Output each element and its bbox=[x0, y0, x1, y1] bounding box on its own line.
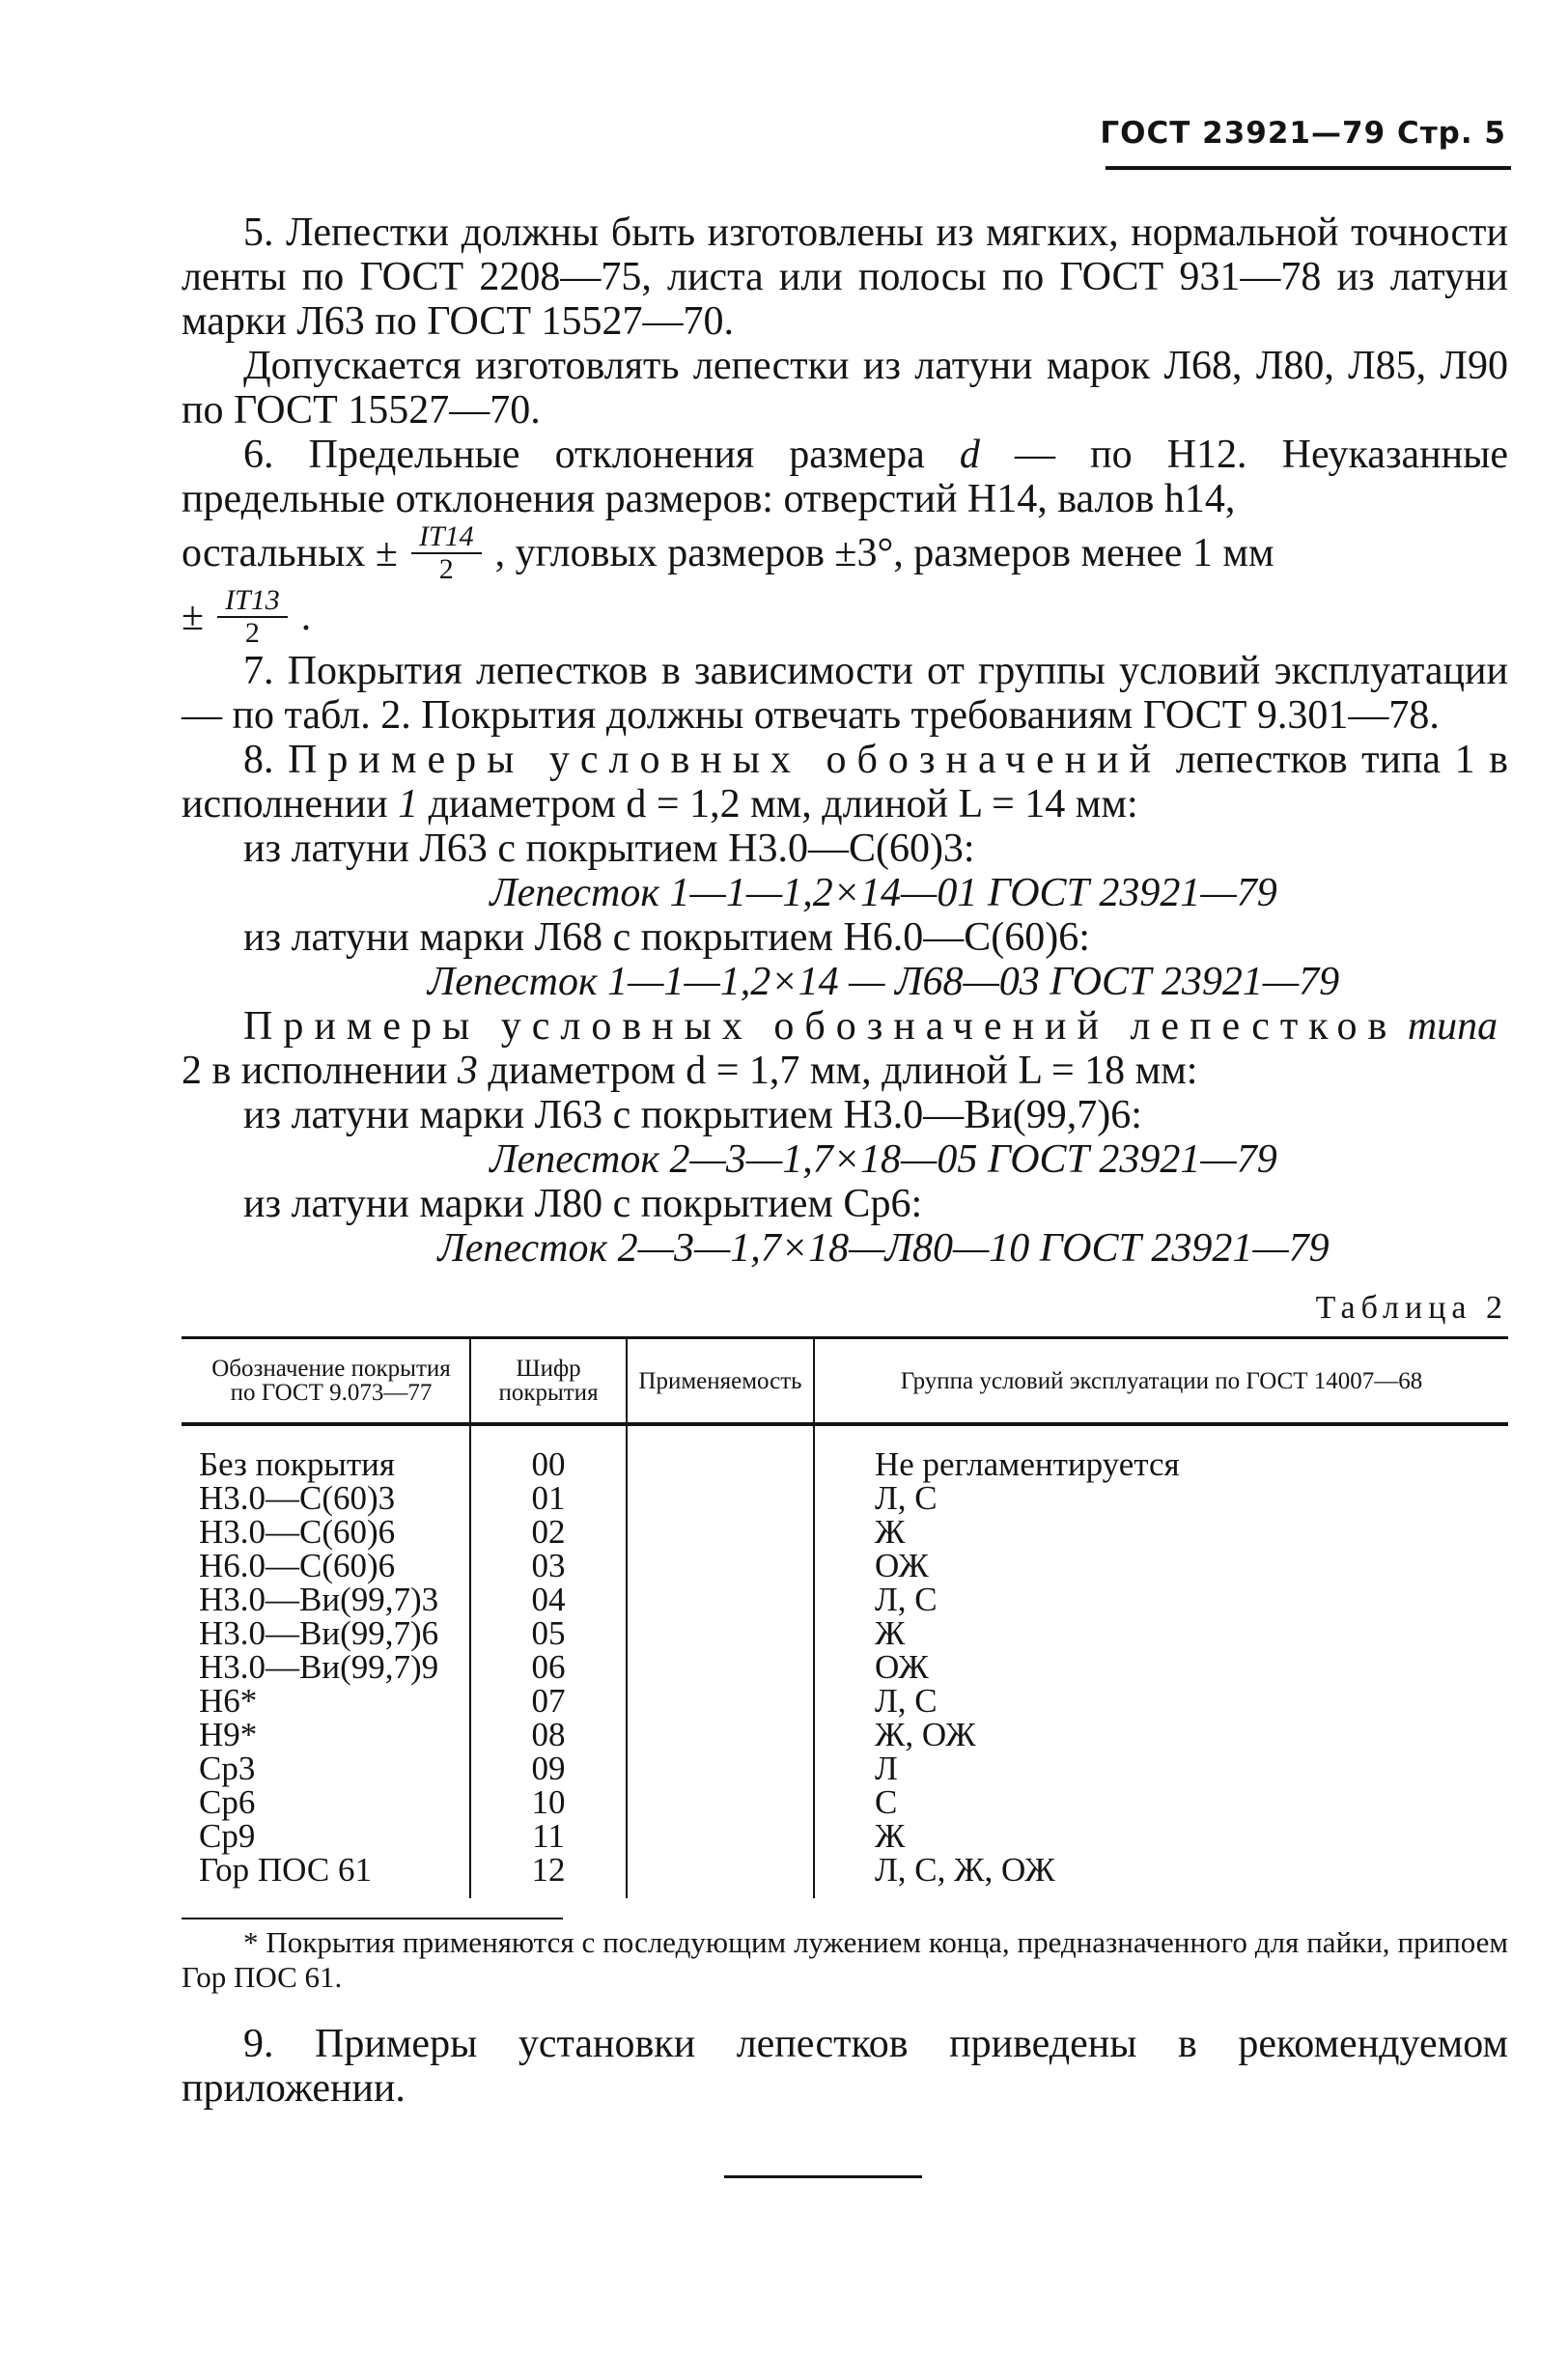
table-cell bbox=[627, 1819, 814, 1853]
table-cell bbox=[627, 1718, 814, 1751]
coatings-table bbox=[182, 1336, 1508, 1898]
table-cell: 00 bbox=[470, 1424, 627, 1481]
table-cell bbox=[627, 1616, 814, 1650]
table-row bbox=[182, 1515, 1508, 1549]
table-cell: Н3.0—Ви(99,7)6 bbox=[199, 1614, 439, 1652]
table-cell: 08 bbox=[470, 1718, 627, 1751]
table-row bbox=[182, 1684, 1508, 1718]
table-header-cell: Обозначение покрытия по ГОСТ 9.073—77 bbox=[182, 1338, 470, 1425]
table-row bbox=[182, 1650, 1508, 1684]
table-header-cell: Применяемость bbox=[627, 1338, 814, 1425]
example-1: Лепесток 1—1—1,2×14—01 ГОСТ 23921—79 bbox=[490, 871, 1277, 915]
page-header bbox=[1100, 116, 1506, 151]
tolerance-line-2: ± $\frac{IT13}{2}$ . bbox=[182, 584, 312, 649]
table-cell: Без покрытия bbox=[199, 1445, 396, 1483]
table-header-cell: Группа условий эксплуатации по ГОСТ 14007—68 bbox=[814, 1338, 1508, 1425]
table-cell: Н9* bbox=[199, 1716, 258, 1753]
table-row bbox=[182, 1549, 1508, 1583]
table-header-cell: Шифр покрытия bbox=[470, 1338, 627, 1425]
table-cell: 09 bbox=[470, 1751, 627, 1785]
table-row bbox=[182, 1424, 1508, 1481]
table-cell: Ж, ОЖ bbox=[814, 1718, 1508, 1751]
table-cell: Н3.0—Ви(99,7)9 bbox=[199, 1648, 439, 1686]
paragraph-9: 9. Примеры установки лепестков приведены в рекомендуемом приложении. bbox=[182, 2022, 1508, 2111]
table-row bbox=[182, 1583, 1508, 1616]
table-row bbox=[182, 1751, 1508, 1785]
table-cell: 06 bbox=[470, 1650, 627, 1684]
table-cell bbox=[627, 1785, 814, 1819]
example-1-label: из латуни Л63 с покрытием Н3.0—С(60)3: bbox=[243, 826, 975, 871]
table-cell: ОЖ bbox=[814, 1549, 1508, 1583]
example-2-label: из латуни марки Л68 с покрытием Н6.0—С(60)6: bbox=[243, 915, 1090, 960]
table-cell bbox=[627, 1751, 814, 1785]
table-cell: Ж bbox=[814, 1616, 1508, 1650]
table-cell: Ж bbox=[814, 1819, 1508, 1853]
paragraph-5-note: Допускается изготовлять лепестки из латуни марок Л68, Л80, Л85, Л90 по ГОСТ 15527—70. bbox=[182, 344, 1508, 433]
example-4-label: из латуни марки Л80 с покрытием Ср6: bbox=[243, 1182, 923, 1226]
table-cell: 01 bbox=[470, 1481, 627, 1515]
paragraph-5: 5. Лепестки должны быть изготовлены из мягких, нормальной точности ленты по ГОСТ 2208—75, листа или полосы по ГОСТ 931—78 из латуни марки Л63 по ГОСТ 15527—70. bbox=[182, 210, 1508, 344]
table-cell: Ср3 bbox=[199, 1750, 256, 1787]
table-cell: Не регламентируется bbox=[814, 1424, 1508, 1481]
table-cell: 04 bbox=[470, 1583, 627, 1616]
table-cell: 11 bbox=[470, 1819, 627, 1853]
header-rule bbox=[1106, 166, 1511, 170]
table-cell: Л, С, Ж, ОЖ bbox=[814, 1853, 1508, 1898]
table-footnote: * Покрытия применяются с последующим лужением конца, предназначенного для пайки, припоем Гор ПОС 61. bbox=[182, 1925, 1508, 1994]
table-cell: 10 bbox=[470, 1785, 627, 1819]
example-2: Лепесток 1—1—1,2×14 — Л68—03 ГОСТ 23921—79 bbox=[427, 960, 1340, 1004]
standard-code: ГОСТ 23921—79 bbox=[1100, 116, 1386, 151]
document-body bbox=[182, 210, 1508, 2111]
table-cell: ОЖ bbox=[814, 1650, 1508, 1684]
table-cell bbox=[627, 1515, 814, 1549]
table-cell: Н6.0—С(60)6 bbox=[199, 1547, 396, 1584]
tolerance-line: остальных ± $\frac{IT14}{2}$ , угловых размеров ±3°, размеров менее 1 мм bbox=[182, 520, 1274, 585]
table-cell bbox=[627, 1853, 814, 1898]
table-row bbox=[182, 1785, 1508, 1819]
page-number: Стр. 5 bbox=[1396, 116, 1506, 151]
fraction-it14: $\frac{IT14}{2}$ bbox=[411, 521, 482, 585]
table-cell: 12 bbox=[470, 1853, 627, 1898]
table-cell: С bbox=[814, 1785, 1508, 1819]
example-3: Лепесток 2—3—1,7×18—05 ГОСТ 23921—79 bbox=[490, 1137, 1277, 1182]
table-cell bbox=[627, 1424, 814, 1481]
table-cell bbox=[627, 1684, 814, 1718]
table-cell: Л, С bbox=[814, 1583, 1508, 1616]
table-row bbox=[182, 1616, 1508, 1650]
paragraph-8-continued: Примеры условных обозначений лепестков типа bbox=[243, 1004, 1498, 1049]
fraction-it13: $\frac{IT13}{2}$ bbox=[217, 585, 288, 649]
table-cell: Гор ПОС 61 bbox=[199, 1851, 372, 1889]
table-cell: Л bbox=[814, 1751, 1508, 1785]
footnote-rule bbox=[182, 1918, 563, 1919]
table-title: Таблица 2 bbox=[1315, 1290, 1508, 1326]
table-cell: 02 bbox=[470, 1515, 627, 1549]
paragraph-6: 6. Предельные отклонения размера d — по Н12. Неуказанные предельные отклонения размеров: отверстий Н14, валов h14, bbox=[182, 433, 1508, 521]
table-cell: Ср6 bbox=[199, 1783, 256, 1821]
table-cell: Н3.0—С(60)6 bbox=[199, 1513, 396, 1551]
example-4: Лепесток 2—3—1,7×18—Л80—10 ГОСТ 23921—79 bbox=[437, 1226, 1330, 1271]
table-cell: Л, С bbox=[814, 1684, 1508, 1718]
table-cell: Н3.0—Ви(99,7)3 bbox=[199, 1581, 439, 1618]
table-cell bbox=[627, 1549, 814, 1583]
table-cell: Н3.0—С(60)3 bbox=[199, 1479, 396, 1517]
paragraph-8-continued-2: 2 в исполнении 3 диаметром d = 1,7 мм, длиной L = 18 мм: bbox=[182, 1049, 1198, 1093]
table-cell bbox=[627, 1650, 814, 1684]
example-3-label: из латуни марки Л63 с покрытием Н3.0—Ви(99,7)6: bbox=[243, 1093, 1142, 1137]
table-cell: 05 bbox=[470, 1616, 627, 1650]
table-row bbox=[182, 1819, 1508, 1853]
table-cell: 03 bbox=[470, 1549, 627, 1583]
paragraph-7: 7. Покрытия лепестков в зависимости от группы условий эксплуатации — по табл. 2. Покрытия должны отвечать требованиям ГОСТ 9.301—78. bbox=[182, 649, 1508, 738]
end-rule bbox=[724, 2175, 922, 2178]
table-row bbox=[182, 1853, 1508, 1898]
paragraph-8: 8. Примеры условных обозначений лепестков типа 1 в исполнении 1 диаметром d = 1,2 мм, длиной L = 14 мм: bbox=[182, 738, 1508, 826]
table-cell: Л, С bbox=[814, 1481, 1508, 1515]
table-row bbox=[182, 1481, 1508, 1515]
table-cell bbox=[627, 1583, 814, 1616]
table-cell: Н6* bbox=[199, 1682, 258, 1720]
table-cell: Ж bbox=[814, 1515, 1508, 1549]
table-cell: Ср9 bbox=[199, 1817, 256, 1855]
table-cell: 07 bbox=[470, 1684, 627, 1718]
table-cell bbox=[627, 1481, 814, 1515]
table-row bbox=[182, 1718, 1508, 1751]
